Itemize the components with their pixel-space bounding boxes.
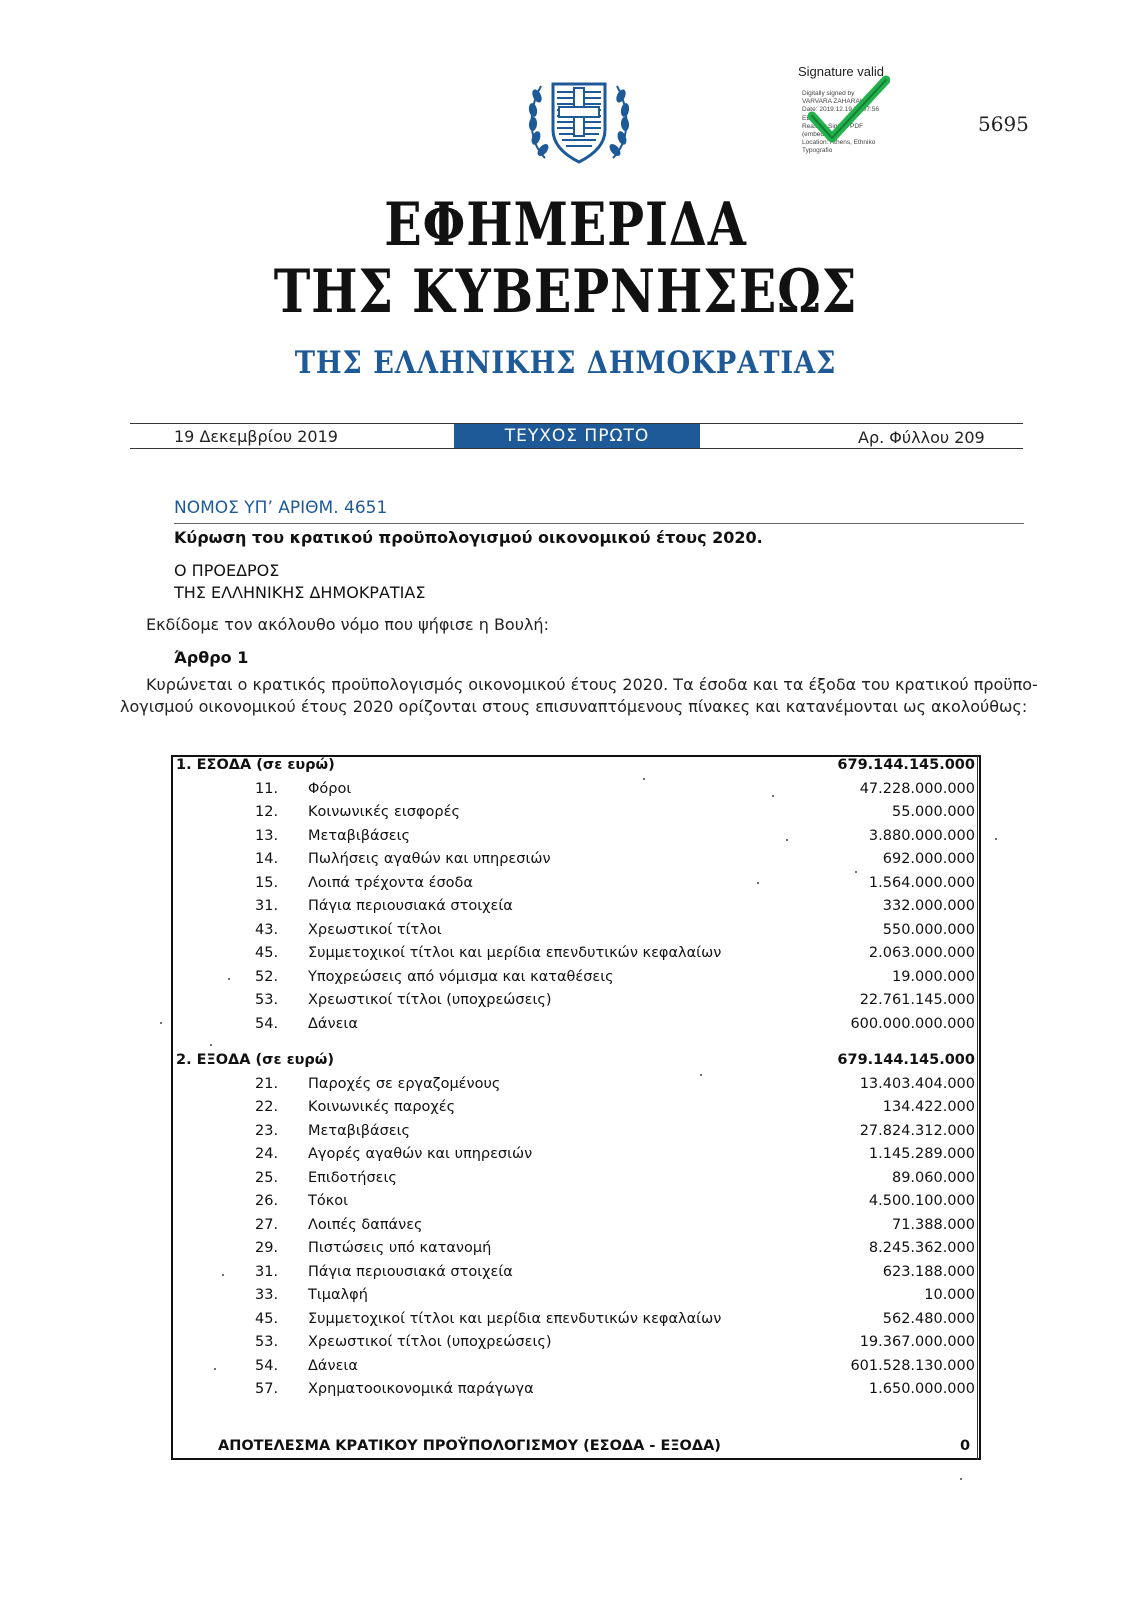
table-row	[174, 804, 975, 827]
row-label: Πάγια περιουσιακά στοιχεία	[308, 1263, 513, 1280]
row-code: 31.	[255, 898, 279, 914]
page-number: 5695	[978, 112, 1029, 136]
table-row	[174, 1217, 975, 1240]
row-label: Τόκοι	[308, 1193, 349, 1209]
row-label: Φόροι	[308, 780, 352, 797]
signature-line: EET	[802, 114, 815, 122]
table-row	[174, 1146, 975, 1169]
row-value: 19.367.000.000	[859, 1334, 975, 1350]
table-row	[174, 828, 975, 851]
table-row	[174, 945, 975, 968]
row-value: 89.060.000	[891, 1169, 975, 1186]
row-code: 15.	[255, 874, 279, 891]
scan-speck	[786, 839, 788, 841]
budget-result-label: ΑΠΟΤΕΛΕΣΜΑ ΚΡΑΤΙΚΟΥ ΠΡΟΫΠΟΛΟΓΙΣΜΟΥ (ΕΣΟΔΑ - ΕΞΟΔΑ)	[218, 1438, 721, 1454]
row-label: Τιμαλφή	[308, 1287, 368, 1303]
row-code: 14.	[255, 851, 279, 867]
row-label: Χρηματοοικονομικά παράγωγα	[308, 1381, 534, 1397]
issue-volume-band: ΤΕΥΧΟΣ ΠΡΩΤΟ	[454, 424, 700, 448]
scan-speck	[228, 978, 230, 980]
row-value: 623.188.000	[882, 1263, 975, 1280]
scan-speck	[214, 1368, 216, 1370]
signature-line: (embedded)	[802, 131, 838, 139]
masthead-subtitle: ΤΗΣ ΕΛΛΗΝΙΚΗΣ ΔΗΜΟΚΡΑΤΙΑΣ	[294, 345, 837, 381]
signature-line: Typografio	[802, 147, 833, 155]
table-row	[174, 969, 975, 992]
row-code: 33.	[255, 1287, 279, 1303]
table-row	[174, 1311, 975, 1334]
row-value: 600.000.000.000	[850, 1015, 975, 1032]
row-label: Μεταβιβάσεις	[308, 827, 411, 844]
issue-date: 19 Δεκεμβρίου 2019	[174, 427, 338, 446]
row-value: 1.650.000.000	[868, 1381, 975, 1397]
row-label: Λοιπές δαπάνες	[308, 1216, 423, 1233]
law-number: ΝΟΜΟΣ ΥΠ’ ΑΡΙΘΜ. 4651	[174, 498, 388, 518]
row-code: 29.	[255, 1240, 279, 1256]
section-heading: 2. ΕΞΟΔΑ (σε ευρώ)	[176, 1052, 335, 1068]
scan-speck	[160, 1022, 162, 1024]
table-row	[174, 1170, 975, 1193]
row-label: Δάνεια	[308, 1015, 358, 1032]
row-label: Αγορές αγαθών και υπηρεσιών	[308, 1146, 533, 1162]
scan-speck	[757, 882, 759, 884]
table-row	[174, 1381, 975, 1404]
row-label: Δάνεια	[308, 1357, 358, 1374]
scan-speck	[222, 1274, 224, 1276]
row-code: 22.	[255, 1099, 279, 1115]
row-value: 332.000.000	[882, 898, 975, 914]
row-value: 10.000	[924, 1287, 975, 1303]
row-value: 692.000.000	[882, 851, 975, 867]
row-code: 53.	[255, 992, 279, 1008]
row-label: Συμμετοχικοί τίτλοι και μερίδια επενδυτικών κεφαλαίων	[308, 1310, 722, 1327]
table-row	[174, 922, 975, 945]
president-line: ΤΗΣ ΕΛΛΗΝΙΚΗΣ ΔΗΜΟΚΡΑΤΙΑΣ	[174, 583, 426, 602]
table-row	[174, 1099, 975, 1122]
law-title: Κύρωση του κρατικού προϋπολογισμού οικονομικού έτους 2020.	[174, 528, 763, 547]
row-value: 562.480.000	[882, 1310, 975, 1327]
enactment-text: Εκδίδομε τον ακόλουθο νόμο που ψήφισε η Βουλή:	[146, 615, 549, 634]
row-value: 47.228.000.000	[859, 780, 975, 797]
row-value: 71.388.000	[891, 1216, 975, 1233]
scan-speck	[995, 838, 997, 840]
coat-of-arms-emblem	[523, 72, 635, 168]
table-row	[174, 1287, 975, 1310]
table-row	[174, 1334, 975, 1357]
row-value: 134.422.000	[882, 1099, 975, 1115]
row-code: 25.	[255, 1169, 279, 1186]
row-value: 2.063.000.000	[868, 945, 975, 961]
row-value: 3.880.000.000	[868, 827, 975, 844]
row-code: 45.	[255, 1310, 279, 1327]
budget-result-value: 0	[960, 1438, 971, 1454]
row-code: 12.	[255, 804, 279, 820]
masthead-title-line2: ΤΗΣ ΚΥΒΕΡΝΗΣΕΩΣ	[273, 257, 858, 327]
row-label: Υποχρεώσεις από νόμισμα και καταθέσεις	[308, 968, 614, 985]
row-label: Χρεωστικοί τίτλοι (υποχρεώσεις)	[308, 1334, 552, 1350]
table-row	[174, 781, 975, 804]
article-paragraph: Κυρώνεται ο κρατικός προϋπολογισμός οικονομικού έτους 2020. Τα έσοδα και τα έξοδα του κρατικού προϋπο-	[146, 675, 1038, 694]
row-value: 19.000.000	[891, 968, 975, 985]
table-row	[174, 1076, 975, 1099]
row-label: Πωλήσεις αγαθών και υπηρεσιών	[308, 851, 551, 867]
signature-line: Reason: Signed PDF	[802, 122, 864, 130]
table-row	[174, 1358, 975, 1381]
digital-signature-block	[798, 64, 908, 156]
revenue-section-header	[174, 757, 975, 780]
signature-line: Date: 2019.12.19 21:07:56	[802, 106, 879, 114]
checkmark-icon	[808, 74, 890, 148]
row-label: Πιστώσεις υπό κατανομή	[308, 1240, 492, 1256]
row-code: 24.	[255, 1146, 279, 1162]
scan-speck	[210, 1044, 212, 1046]
row-value: 8.245.362.000	[868, 1240, 975, 1256]
row-value: 55.000.000	[891, 804, 975, 820]
row-code: 54.	[255, 1015, 279, 1032]
row-label: Κοινωνικές εισφορές	[308, 804, 460, 820]
scan-speck	[855, 871, 857, 873]
article-heading: Άρθρο 1	[174, 648, 249, 667]
scan-speck	[700, 1074, 702, 1076]
section-total: 679.144.145.000	[837, 1052, 975, 1068]
section-total: 679.144.145.000	[837, 757, 975, 773]
row-code: 54.	[255, 1357, 279, 1374]
row-code: 27.	[255, 1216, 279, 1233]
table-row	[174, 898, 975, 921]
row-value: 22.761.145.000	[859, 992, 975, 1008]
row-code: 45.	[255, 945, 279, 961]
signature-line: Location: Athens, Ethniko	[802, 139, 876, 147]
signature-line: VARVARA ZAHARAKI	[802, 98, 866, 106]
row-code: 31.	[255, 1263, 279, 1280]
expenses-section-header	[174, 1052, 975, 1075]
row-label: Λοιπά τρέχοντα έσοδα	[308, 874, 473, 891]
row-label: Παροχές σε εργαζομένους	[308, 1075, 501, 1092]
scan-speck	[772, 795, 774, 797]
row-label: Χρεωστικοί τίτλοι (υποχρεώσεις)	[308, 992, 552, 1008]
table-row	[174, 1123, 975, 1146]
row-code: 43.	[255, 921, 279, 938]
section-heading: 1. ΕΣΟΔΑ (σε ευρώ)	[176, 757, 335, 773]
row-value: 27.824.312.000	[859, 1122, 975, 1139]
table-row	[174, 992, 975, 1015]
scan-speck	[643, 778, 645, 780]
row-label: Συμμετοχικοί τίτλοι και μερίδια επενδυτικών κεφαλαίων	[308, 945, 722, 961]
row-code: 53.	[255, 1334, 279, 1350]
signature-line: Digitally signed by	[802, 90, 855, 97]
row-value: 550.000.000	[882, 921, 975, 938]
row-code: 11.	[255, 780, 279, 797]
law-divider	[174, 523, 1024, 524]
row-code: 13.	[255, 827, 279, 844]
issue-bar-bottom-rule	[130, 448, 1023, 449]
article-paragraph: λογισμού οικονομικού έτους 2020 ορίζονται στους επισυναπτόμενους πίνακες και κατανέμονται ως ακολούθως:	[120, 697, 1028, 716]
budget-table-value-rule	[977, 755, 978, 1460]
scan-speck	[960, 1478, 962, 1480]
signature-status: Signature valid	[798, 64, 884, 79]
table-row	[174, 1264, 975, 1287]
row-label: Μεταβιβάσεις	[308, 1122, 411, 1139]
row-value: 13.403.404.000	[859, 1075, 975, 1092]
row-code: 52.	[255, 968, 279, 985]
issue-sheet-number: Αρ. Φύλλου 209	[858, 428, 985, 447]
row-code: 57.	[255, 1381, 279, 1397]
table-row	[174, 1240, 975, 1263]
row-code: 21.	[255, 1075, 279, 1092]
table-row	[174, 875, 975, 898]
row-label: Κοινωνικές παροχές	[308, 1099, 456, 1115]
table-row	[174, 1193, 975, 1216]
row-value: 601.528.130.000	[850, 1357, 975, 1374]
row-label: Επιδοτήσεις	[308, 1169, 397, 1186]
row-value: 4.500.100.000	[868, 1193, 975, 1209]
row-label: Πάγια περιουσιακά στοιχεία	[308, 898, 513, 914]
row-code: 23.	[255, 1122, 279, 1139]
row-value: 1.145.289.000	[868, 1146, 975, 1162]
table-row	[174, 1016, 975, 1039]
row-label: Χρεωστικοί τίτλοι	[308, 921, 442, 938]
president-line: Ο ΠΡΟΕΔΡΟΣ	[174, 561, 280, 580]
row-value: 1.564.000.000	[868, 874, 975, 891]
row-code: 26.	[255, 1193, 279, 1209]
masthead-title: ΕΦΗΜΕΡΙΔΑ	[384, 190, 747, 260]
